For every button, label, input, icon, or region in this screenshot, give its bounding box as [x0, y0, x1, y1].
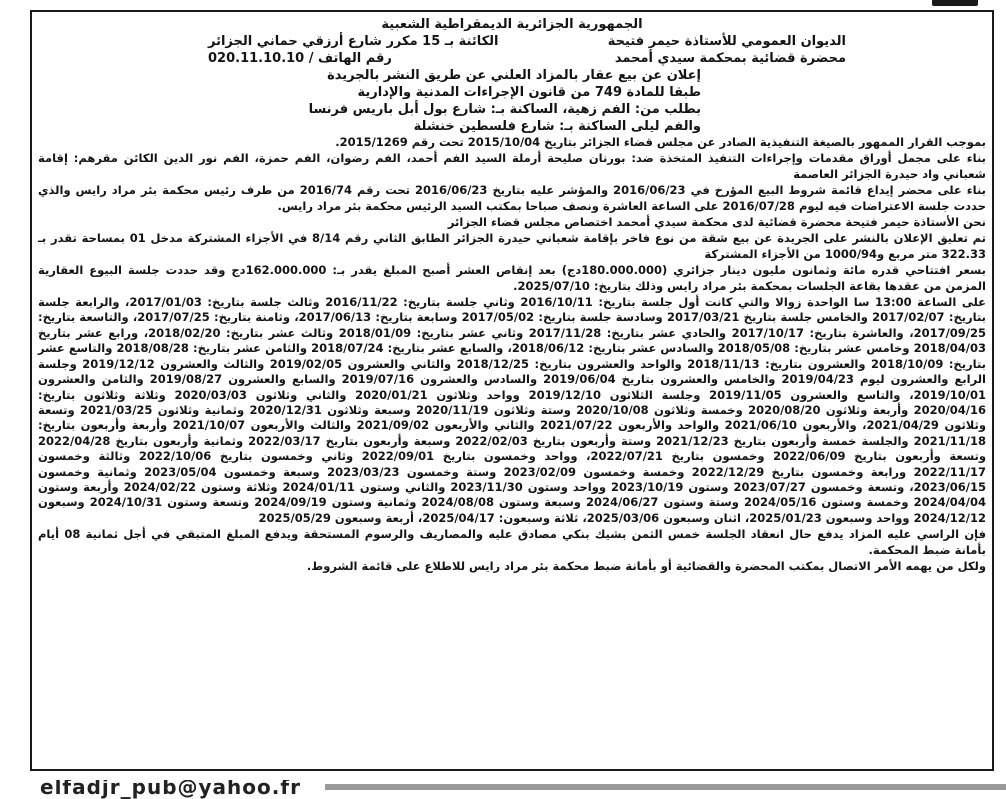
top-strip: [0, 0, 1006, 10]
divider-bar: [325, 784, 1006, 790]
paragraph-contact: ولكل من يهمه الأمر الاتصال بمكتب المحضرة والقضائية أو بأمانة ضبط محكمة بئر مراد رايس للاطلاع على قائمة الشروط.: [306, 558, 986, 573]
paragraph-decision: بموجب القرار الممهور بالصيغة التنفيذية الصادر عن مجلس قضاء الجزائر بتاريخ 2015/10/04 تحت رقم 2015/1269.: [335, 135, 986, 149]
paragraph-bailiff: نحن الأستاذة حيمر فتيحة محضرة قضائية لدى محكمة سيدي أمحمد اختصاص مجلس قضاء الجزائر: [447, 215, 986, 230]
paragraph-parties: بناء على مجمل أوراق مقدمات وإجراءات التنفيذ المتخذة ضد: بورنان صليحة أرملة السيد الفم أحمد، الفم رضوان، الفم حمزة، الفم نور الدين الكائن مقرهم: إقامة شعباني واد حيدرة الجزائر العاصمة: [38, 151, 986, 181]
office-line: [38, 33, 986, 50]
email-text: elfadjr_pub@yahoo.fr: [40, 780, 301, 799]
office-address: الكائنة بـ 15 مكرر شارع أرزقي حماني الجزائر: [208, 34, 499, 49]
bottom-strip: [0, 780, 1006, 799]
role-line: [38, 50, 986, 67]
bailiff-role: محضرة قضائية بمحكمة سيدي أمحمد: [614, 51, 846, 66]
paragraph-payment: فإن الراسي عليه المزاد يدفع حال انعقاد الجلسة خمس الثمن بشيك بنكي مصادق عليه والمصاريف والرسوم المستحقة ويدفع المبلغ المتبقي في أجل ثمانية 08 أيام بأمانة ضبط المحكمة.: [38, 527, 986, 557]
paragraph-property: تم تعليق الإعلان بالنشر على الجريدة عن بيع شقة من نوع فاخر بإقامة شعباني حيدرة الجزائر الطابق الثاني رقم 8/14 في الأجزاء المشتركة مدخل 01 بمساحة تقدر بـ 322.33 متر مربع و1000/94 من الأجزاء المشتركة: [38, 231, 986, 261]
phone-number: رقم الهاتف / 020.11.10.10: [208, 51, 392, 66]
top-mark: [932, 0, 978, 6]
announcement-line: إعلان عن بيع عقار بالمزاد العلني عن طريق النشر بالجريدة: [327, 68, 701, 83]
paragraph-sessions: على الساعة 13:00 سا الواحدة زوالا والتي كانت أول جلسة بتاريخ: 2016/10/11 وثاني جلسة بتاريخ: 2016/11/22 وثالث جلسة بتاريخ: 2017/01/03، والرابعة جلسة بتاريخ: 2017/02/07 والخامس جلسة بتاريخ 2017/03/21 وسادسة جلسة بتاريخ: 2017/05/02 وسابعة بتاريخ: 2017/06/13، وثامنة بتاريخ: 2017/07/25، والتاسعة بتاريخ: 2017/09/25، والعاشرة بتاريخ: 2017/10/17 والحادي عشر بتاريخ: 2017/11/28 وثاني عشر بتاريخ: 2018/01/09 وثالث عشر بتاريخ: 2018/02/20، ورابع عشر بتاريخ 2018/04/03 وخامس عشر بتاريخ: 2018/05/08 والسادس عشر بتاريخ: 2018/06/12، والسابع عشر بتاريخ: 2018/07/24 والثامن عشر بتاريخ: 2018/08/28 والتاسع عشر بتاريخ: 2018/10/09 والعشرون بتاريخ: 2018/11/13 والواحد والعشرون بتاريخ: 2018/12/25 والثاني والعشرون 2019/02/05 والثالث والعشرون 2019/12/12 وجلسة الرابع والعشرون ليوم 2019/04/23 والخامس والعشرون بتاريخ 2019/06/04 والسادس والعشرون 2019/07/16 والسابع والعشرون 2019/08/27 والثامن والعشرون 2019/10/01، والتاسع والعشرون 2019/11/05 وجلسة الثلاثون 2019/12/10 وواحد وثلاثون 2020/01/21 والثاني وثلاثون 2020/03/03 وثلاثة وثلاثون بتاريخ: 2020/04/16 وأربعة وثلاثون 2020/08/20 وخمسة وثلاثون 2020/10/08 وستة وثلاثون 2020/11/19 وسبعة وثلاثون 2020/12/31 وثمانية وثلاثون 2021/03/25 وتسعة وثلاثون 2021/04/29، والأربعون 2021/06/10 والواحد والأربعون 2021/07/22 والثاني والأربعون 2021/09/02 والثالث والأربعون 2021/10/07 وأربعة وأربعون بتاريخ: 2021/11/18 والجلسة خمسة وأربعون بتاريخ 2021/12/23 وستة وأربعون بتاريخ 2022/02/03 وسبعة وأربعون بتاريخ 2022/03/17 وثمانية وأربعون بتاريخ 2022/04/28 وتسعة وأربعون بتاريخ 2022/06/09 وخمسون بتاريخ 2022/07/21، وواحد وخمسون بتاريخ 2022/09/01 وثاني وخمسون بتاريخ 2022/10/06 وثالثة وخمسون 2022/11/17 ورابعة وخمسون بتاريخ 2022/12/29 وخمسة وخمسون 2023/02/09 وستة وخمسون 2023/03/23 وسبعة وخمسون 2023/05/04 وثمانية وخمسون 2023/06/15، وتسعة وخمسون 2023/07/27 وستون 2023/10/19 وواحد وستون 2023/11/30 والثاني وستون 2024/01/11 وثلاثة وستون 2024/02/22 وأربعة وستون 2024/04/04 وخمسة وستون 2024/05/16 وستة وستون 2024/06/27 وسبعة وستون 2024/08/08 وثمانية وستون 2024/09/19 وتسعة وستون 2024/10/31 وسبعون 2024/12/12 وواحد وسبعون 2025/01/23، اثنان وسبعون 2025/03/06، ثلاثة وسبعون: 2025/04/17، أربعة وسبعون 2025/05/29: [38, 295, 987, 525]
announcement-block: [38, 67, 986, 135]
legal-notice: [30, 10, 994, 771]
paragraph-price: بسعر افتتاحي قدره مائة وثمانون مليون دينار جزائري (180.000.000دج) بعد إنقاص العشر أصبح المبلغ يقدر بـ: 162.000.000دج وقد حددت جلسة البيوع العقارية المزمن من عقدها بقاعة الجلسات بمحكمة بئر مراد رايس وذلك بتاريخ: 2025/07/10.: [38, 263, 986, 293]
paragraph-conditions: بناء على محضر إيداع قائمة شروط البيع المؤرخ في 2016/06/23 والمؤشر عليه بتاريخ 2016/06/23 تحت رقم 2016/74 من طرف رئيس محكمة بئر مراد رايس والذي حددت جلسة الاعتراضات فيه ليوم 2016/07/28 على الساعة العاشرة ونصف صباحا بمكتب السيد الرئيس محكمة بئر مراد رايس.: [38, 183, 986, 213]
announcement-line: بطلب من: الفم زهية، الساكنة بـ: شارع بول أبل باريس فرنسا: [308, 102, 701, 117]
announcement-line: طبقا للمادة 749 من قانون الإجراءات المدنية والإدارية: [357, 85, 701, 100]
office-name: الديوان العمومي للأستاذة حيمر فتيحة: [607, 34, 846, 49]
republic-title: الجمهورية الجزائرية الديمقراطية الشعبية: [381, 17, 643, 32]
announcement-line: والفم ليلى الساكنة بـ: شارع فلسطين خنشلة: [413, 119, 701, 134]
